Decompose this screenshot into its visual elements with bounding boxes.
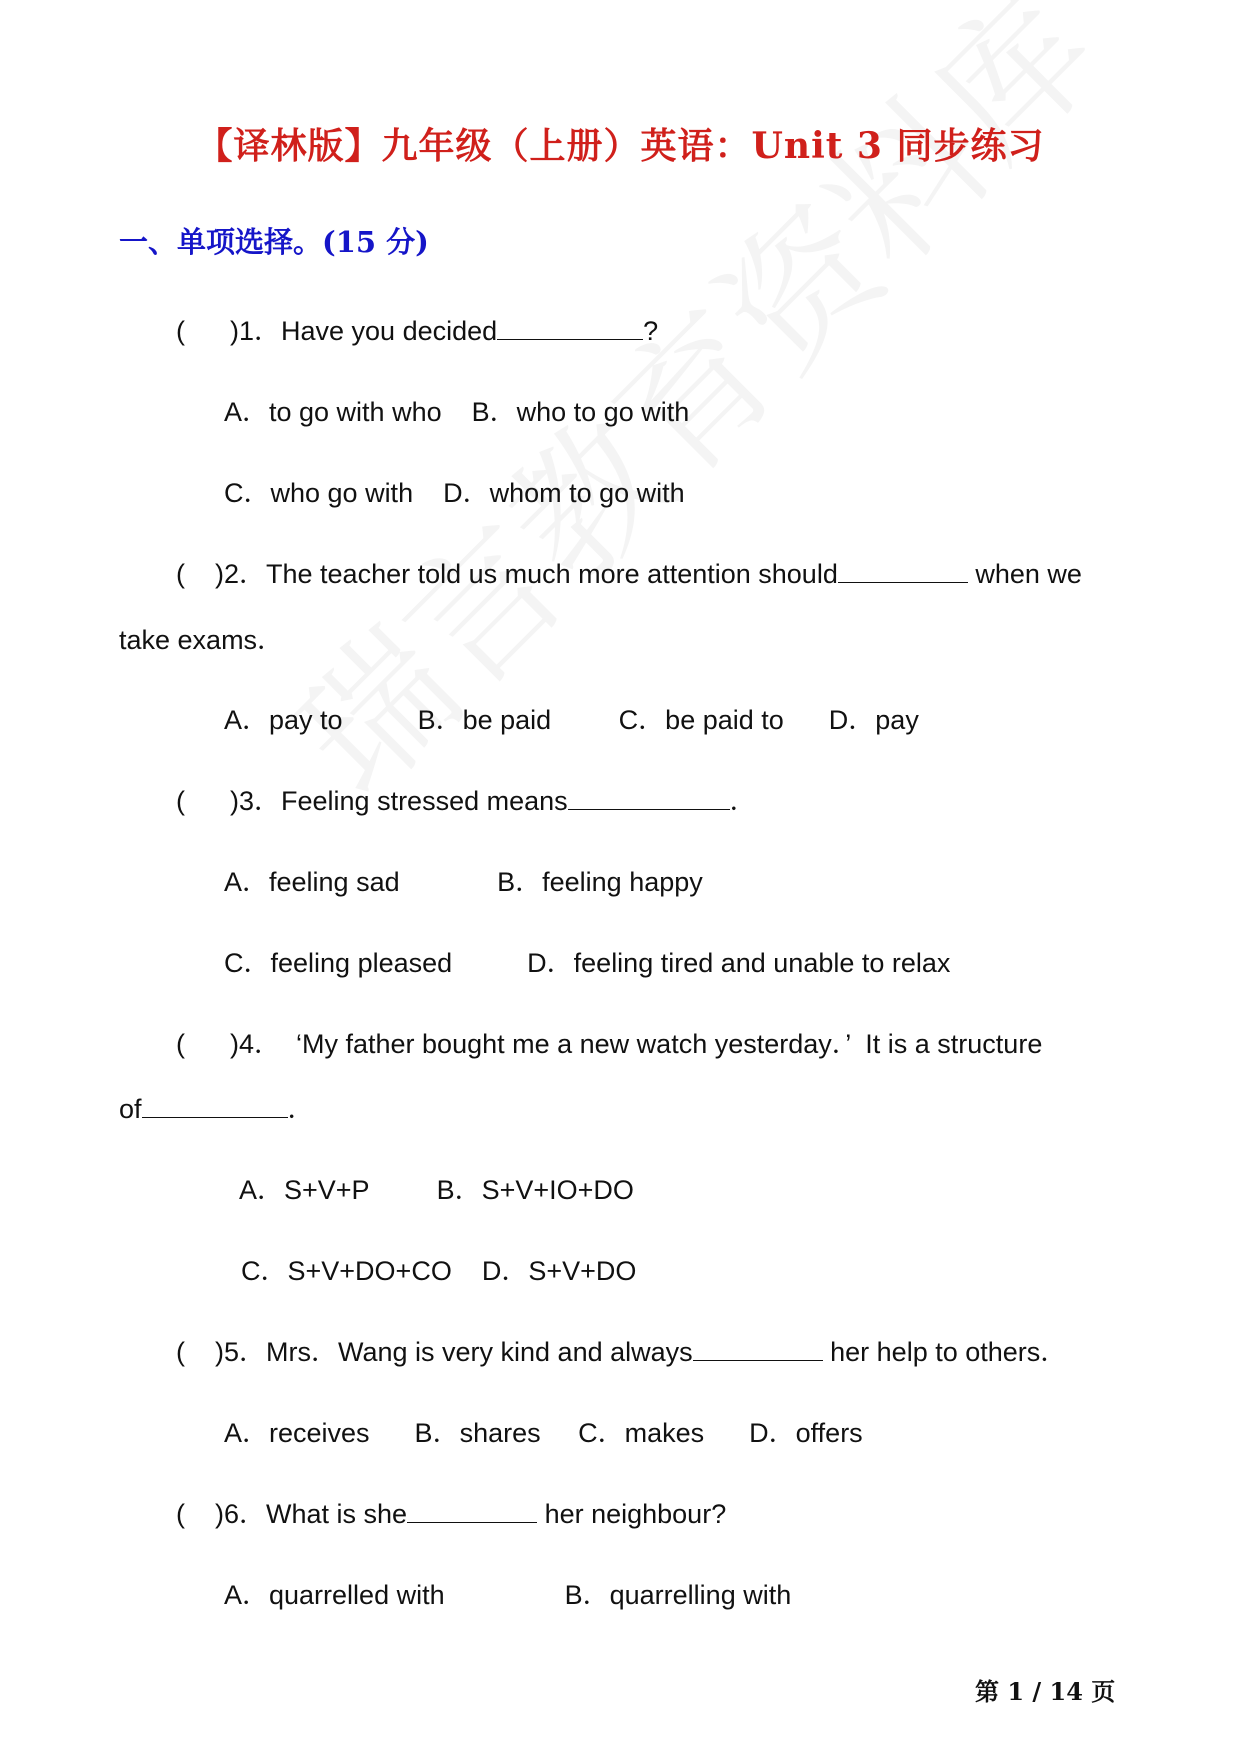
question-6-text: ( )6．What is she [176, 1499, 408, 1529]
question-4-options-row: A．S+V+P B．S+V+IO+DO [239, 1175, 634, 1205]
question-2-text-end: when we [967, 559, 1082, 589]
question-1-text: ( )1．Have you decided [176, 316, 498, 346]
answer-blank [497, 338, 643, 340]
question-2-options-row: A．pay to B．be paid C．be paid to D．pay [224, 705, 919, 735]
question-6-options-row: A．quarrelled with B．quarrelling with [224, 1580, 792, 1610]
document-title: 【译林版】九年级（上册）英语：Unit 3 同步练习 [196, 125, 1045, 167]
question-1-options-row: A．to go with who B．who to go with [224, 397, 690, 427]
section-heading: 一、单项选择。(15 分) [119, 225, 429, 259]
answer-blank [142, 1116, 288, 1118]
question-5-text: ( )5．Mrs．Wang is very kind and always [176, 1337, 693, 1367]
question-3-text-end: ． [729, 786, 757, 816]
question-5-options-row: A．receives B．shares C．makes D．offers [224, 1418, 863, 1448]
question-4-options-row: C．S+V+DO+CO D．S+V+DO [241, 1256, 637, 1286]
answer-blank [568, 808, 730, 810]
question-3-stem [176, 785, 757, 817]
question-4-text-end: ． [287, 1094, 315, 1124]
question-4-stem-continued [119, 1093, 315, 1125]
question-5-stem [176, 1336, 1067, 1368]
question-2-stem-continued: take exams． [119, 625, 285, 655]
question-6-text-end: her neighbour? [537, 1499, 727, 1529]
question-4-stem: ( )4． ‘My father bought me a new watch yesterday．’ It is a structure [176, 1029, 1043, 1059]
question-3-text: ( )3．Feeling stressed means [176, 786, 568, 816]
question-1-text-end: ? [643, 316, 659, 346]
question-2-stem [176, 558, 1082, 590]
question-1-stem [176, 315, 658, 347]
question-1-options-row: C．who go with D．whom to go with [224, 478, 685, 508]
question-3-options-row: C．feeling pleased D．feeling tired and unable to relax [224, 948, 951, 978]
page-number-footer: 第 1 / 14 页 [975, 1677, 1116, 1706]
answer-blank [407, 1521, 537, 1523]
answer-blank [693, 1359, 823, 1361]
question-5-text-end: her help to others． [822, 1337, 1068, 1367]
question-6-stem [176, 1498, 726, 1530]
question-3-options-row: A．feeling sad B．feeling happy [224, 867, 703, 897]
question-4-text: of [119, 1094, 142, 1124]
answer-blank [838, 581, 968, 583]
question-2-text: ( )2．The teacher told us much more attention should [176, 559, 838, 589]
